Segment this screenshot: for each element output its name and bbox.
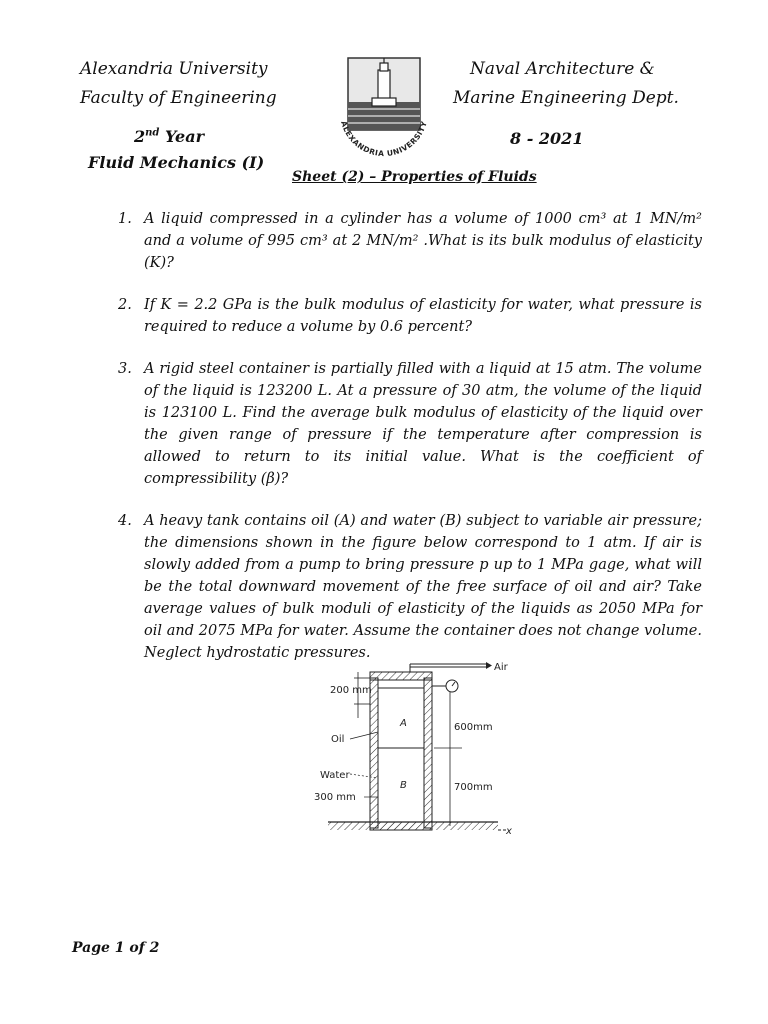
tank-figure <box>300 662 530 840</box>
tank-bottom-wall <box>370 822 432 830</box>
liquid-b-label: B <box>400 780 407 791</box>
question-item <box>118 294 702 338</box>
year-suffix: nd <box>145 127 160 139</box>
question-text: A heavy tank contains oil (A) and water (B) subject to variable air pressure; the dimensions shown in the figure below correspond to 1 atm. If air is slowly added from a pump to bring pressure p up to 1 MPa gage, what will be the total downward movement of the free surface of oil and air? Take average values of bulk moduli of elasticity of the liquids as 2050 MPa for oil and 2075 MPa for water. Assume the container does not change volume. Neglect hydrostatic pressures. <box>144 513 702 661</box>
sheet-date: 8 - 2021 <box>510 129 584 148</box>
question-item <box>118 358 702 490</box>
department-line1: Naval Architecture & <box>470 59 655 79</box>
question-text: A liquid compressed in a cylinder has a volume of 1000 cm³ at 1 MN/m² and a volume of 995 cm³ at 2 MN/m² .What is its bulk modulus of elasticity (K)? <box>144 211 702 271</box>
air-label: Air <box>494 662 508 673</box>
question-text: A rigid steel container is partially filled with a liquid at 15 atm. The volume of the liquid is 123200 L. At a pressure of 30 atm, the volume of the liquid is 123100 L. Find the average bulk modulus of elasticity of the liquid over the given range of pressure if the temperature after compression is allowed to return to its initial value. What is the coefficient of compressibility (β)? <box>144 361 702 487</box>
question-number: 1. <box>118 211 132 227</box>
faculty-name: Faculty of Engineering <box>80 88 277 108</box>
oil-label: Oil <box>331 734 345 745</box>
year-label <box>134 126 204 148</box>
question-number: 4. <box>118 513 132 529</box>
university-logo <box>334 54 434 162</box>
tank-top-wall <box>370 672 432 680</box>
liquid-a-label: A <box>400 718 407 729</box>
axis-x-label: x <box>506 826 512 837</box>
university-name: Alexandria University <box>80 59 268 79</box>
dim-700mm-label: 700mm <box>454 782 493 793</box>
year-word: Year <box>164 127 204 146</box>
tank-right-wall <box>424 678 432 828</box>
question-number: 3. <box>118 361 132 377</box>
question-item <box>118 510 702 664</box>
dim-200mm-label: 200 mm <box>330 685 372 696</box>
course-name: Fluid Mechanics (I) <box>88 153 265 172</box>
page-number: Page 1 of 2 <box>72 940 160 956</box>
question-text: If K = 2.2 GPa is the bulk modulus of elasticity for water, what pressure is required to reduce a volume by 0.6 percent? <box>144 297 702 335</box>
dim-300mm-label: 300 mm <box>314 792 356 803</box>
dim-600mm-label: 600mm <box>454 722 493 733</box>
question-item <box>118 208 702 274</box>
sheet-title: Sheet (2) – Properties of Fluids <box>292 169 537 185</box>
question-list <box>118 208 702 684</box>
water-label: Water <box>320 770 350 781</box>
logo-text: ALEXANDRIA UNIVERSITY <box>339 119 429 159</box>
tank-left-wall <box>370 678 378 828</box>
year-number: 2 <box>134 127 146 146</box>
department-line2: Marine Engineering Dept. <box>453 88 679 108</box>
question-number: 2. <box>118 297 132 313</box>
